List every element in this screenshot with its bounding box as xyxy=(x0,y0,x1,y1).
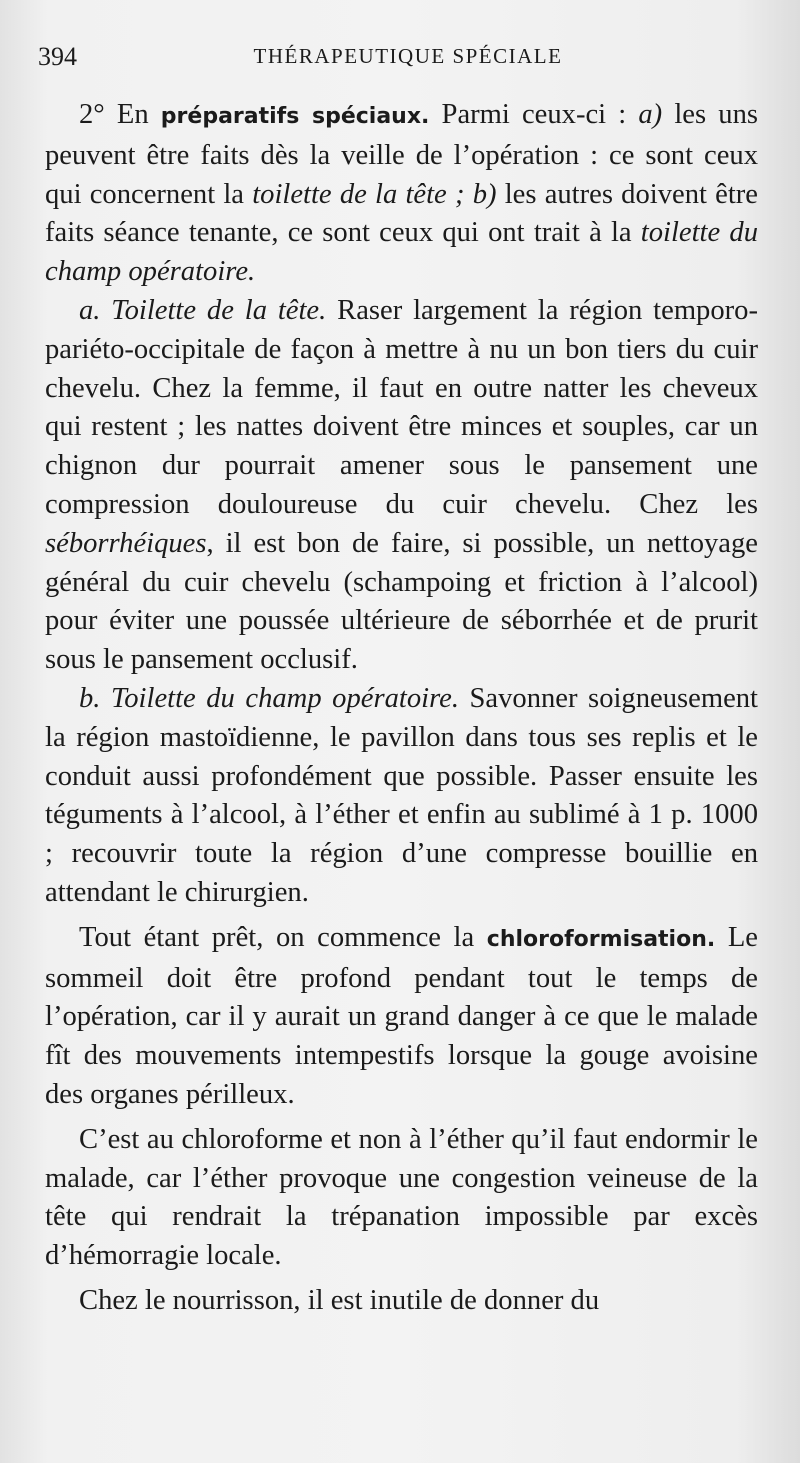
subheading-toilette-champ: b. Toilette du champ opératoire. xyxy=(79,682,459,714)
italic-run: séborrhéiques xyxy=(45,527,207,559)
italic-run: a) xyxy=(638,99,663,130)
bold-heading-chloroformisation: chloroformisation. xyxy=(486,926,716,952)
bold-heading-preparatifs: préparatifs spéciaux. xyxy=(160,104,430,129)
running-title: THÉRAPEUTIQUE SPÉCIALE xyxy=(253,44,563,68)
text-run: les autres doivent être faits séance tenante, ce sont ceux qui ont trait à la xyxy=(45,178,758,249)
text-run xyxy=(464,179,472,210)
paragraph-toilette-tete xyxy=(45,292,758,680)
paragraph-preparatifs xyxy=(45,96,758,292)
page-header xyxy=(38,42,778,76)
text-run: , il est bon de faire, si possible, un nettoyage général du cuir chevelu (schampoing et friction à l’alcool) pour éviter une poussée ultérieure de séborrhée et de prurit sous le pansement occlusif. xyxy=(45,527,758,676)
text-run: Savonner soigneusement la région mastoïdienne, le pavillon dans tous ses replis et le conduit aussi profondément que possible. Passer ensuite les téguments à l’alcool, à l’éther et enfin au sublimé à 1 p. 1000 ; recouvrir toute la région d’une compresse bouillie en attendant le chirurgien. xyxy=(45,682,759,908)
subheading-toilette-tete: a. Toilette de la tête. xyxy=(79,294,327,326)
paragraph-lead: 2° En xyxy=(79,99,161,130)
paragraph-chloroforme-ether: C’est au chloroforme et non à l’éther qu’il faut endormir le malade, car l’éther provoque une congestion veineuse de la tête qui rendrait la trépanation impossible par excès d’hémorragie locale. xyxy=(45,1123,758,1272)
text-run: Parmi ceux-ci : xyxy=(429,99,639,130)
text-run: les uns peuvent être faits dès la veille de l’opération : ce sont ceux qui concernent la xyxy=(45,99,758,210)
body-text xyxy=(45,96,758,1321)
text-run: Tout étant prêt, on commence la xyxy=(79,921,487,953)
italic-run: b) xyxy=(472,178,497,210)
italic-run: toilette du champ opératoire. xyxy=(45,217,758,288)
text-run: Le sommeil doit être profond pendant tout le temps de l’opération, car il y aurait un grand danger à ce que le malade fît des mouvements intempestifs lorsque la gouge avoisine des organes périlleux. xyxy=(45,921,758,1110)
paragraph-nourrisson: Chez le nourrisson, il est inutile de donner du xyxy=(79,1284,600,1316)
italic-run: toilette de la tête ; xyxy=(252,178,465,210)
paragraph-toilette-champ xyxy=(45,680,758,913)
page-number: 394 xyxy=(38,42,77,71)
text-run: Raser largement la région temporo-pariéto-occipitale de façon à mettre à nu un bon tiers du cuir chevelu. Chez la femme, il faut en outre natter les cheveux qui restent ; les nattes doivent être minces et souples, car un chignon dur pourrait amener sous le pansement une compression douloureuse du cuir chevelu. Chez les xyxy=(45,294,758,520)
paragraph-chloroformisation xyxy=(45,919,758,1115)
